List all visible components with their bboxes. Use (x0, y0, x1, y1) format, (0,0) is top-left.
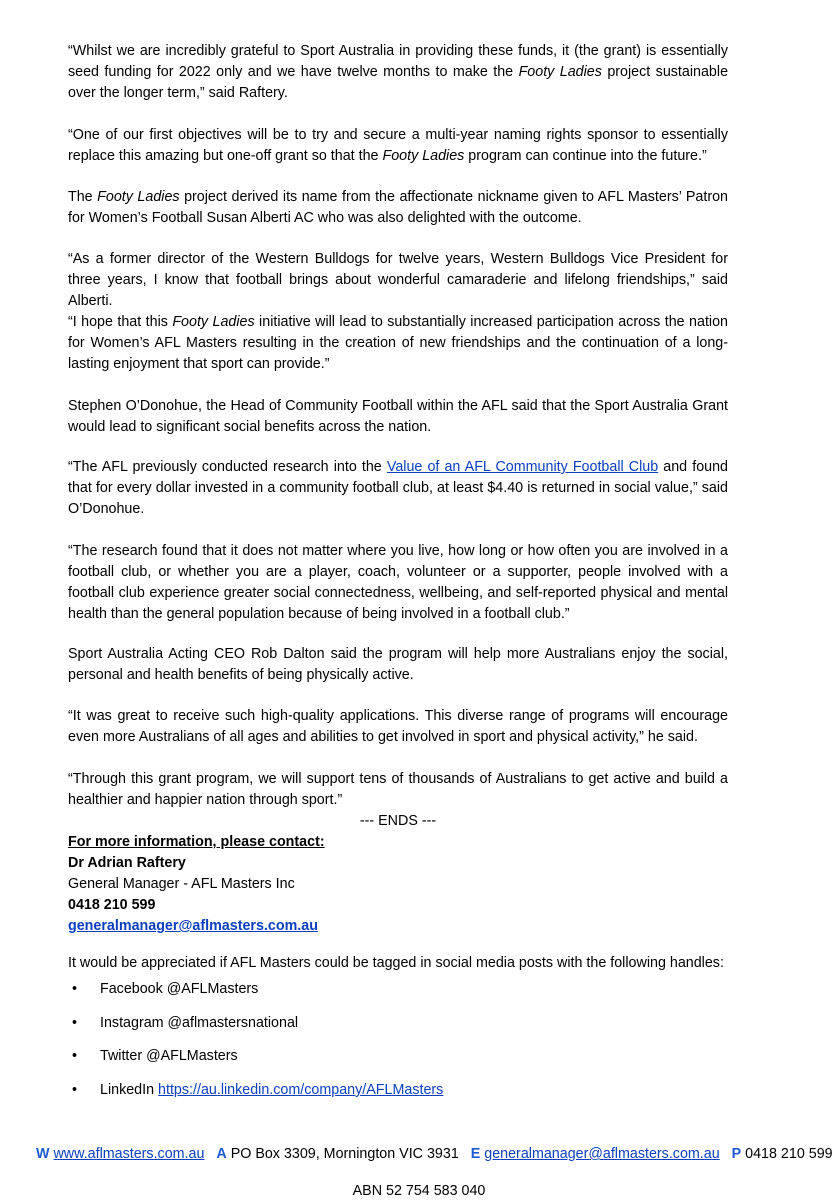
paragraph-research-findings: “The research found that it does not matter where you live, how long or how often you are involved in a football club, or whether you are a player, coach, volunteer or a supporter, people involved with a football club experience greater social connectedness, wellbeing, and self-reported physical and mental health than the general population because of being involved in a football club.” (68, 543, 728, 622)
bullet-icon: • (72, 981, 78, 997)
paragraph-sponsor-objective (68, 125, 728, 167)
paragraph-research-value (68, 457, 728, 520)
bullet-icon: • (72, 1081, 78, 1098)
linkedin-link[interactable]: https://au.linkedin.com/company/AFLMasters (158, 1081, 444, 1098)
bullet-icon: • (72, 1048, 78, 1065)
text-run: initiative will lead to substantially increased participation across the nation for Women’s AFL Masters resulting in the creation of new friendships and the continuation of a long-lasting enjoyment that sport can provide.” (68, 314, 729, 372)
contact-email-link[interactable]: generalmanager@aflmasters.com.au (68, 918, 318, 934)
list-item-facebook (68, 979, 443, 1013)
email-label: E (470, 1146, 481, 1162)
address-label: A (216, 1146, 227, 1162)
paragraph-odonohue-intro: Stephen O’Donohue, the Head of Community Football within the AFL said that the Sport Australia Grant would lead to significant social benefits across the nation. (68, 398, 728, 435)
facebook-handle: Facebook @AFLMasters (100, 981, 259, 997)
footer-website-link[interactable]: www.aflmasters.com.au (53, 1146, 205, 1162)
ends-marker: --- ENDS --- (359, 813, 437, 829)
website-label: W (36, 1146, 50, 1162)
twitter-handle: Twitter @AFLMasters (100, 1048, 238, 1065)
contact-title: General Manager - AFL Masters Inc (68, 876, 295, 892)
paragraph-raftery-quote (68, 41, 728, 104)
text-run: program can continue into the future.” (464, 148, 707, 164)
italic-program-name: Footy Ladies (172, 314, 255, 330)
contact-phone: 0418 210 599 (68, 897, 156, 913)
research-report-link[interactable]: Value of an AFL Community Football Club (386, 459, 659, 475)
footer-email-link[interactable]: generalmanager@aflmasters.com.au (484, 1146, 720, 1162)
page-footer (36, 1144, 833, 1165)
text-run: project sustainable over the longer term,” said Raftery. (68, 64, 729, 101)
contact-heading: For more information, please contact: (68, 834, 325, 850)
text-run: “Whilst we are incredibly grateful to Sport Australia in providing these funds, it (the grant) is essentially seed funding for 2022 only and we have twelve months to make the (68, 43, 728, 80)
footer-address: PO Box 3309, Mornington VIC 3931 (230, 1146, 459, 1162)
text-run: project derived its name from the affectionate nickname given to AFL Masters’ Patron for Women’s Football Susan Alberti AC who was also delighted with the outcome. (68, 189, 729, 226)
social-handles-list (68, 979, 443, 1113)
social-media-intro: It would be appreciated if AFL Masters could be tagged in social media posts with the following handles: (68, 955, 724, 971)
paragraph-initiative-hope (68, 312, 728, 375)
italic-program-name: Footy Ladies (97, 189, 180, 205)
paragraph-dalton-quote: “It was great to receive such high-quality applications. This diverse range of programs will encourage even more Australians of all ages and abilities to get involved in sport and physical activity,” he said. (68, 708, 728, 745)
paragraph-dalton-intro: Sport Australia Acting CEO Rob Dalton said the program will help more Australians enjoy the social, personal and health benefits of being physically active. (68, 646, 728, 683)
phone-label: P (731, 1146, 742, 1162)
text-run: “The AFL previously conducted research into the (68, 459, 387, 475)
list-item-twitter (68, 1046, 443, 1080)
text-run: “I hope that this (68, 314, 173, 330)
text-run: The (68, 189, 98, 205)
footer-phone: 0418 210 599 (745, 1146, 833, 1162)
contact-block (68, 832, 325, 937)
text-run: “One of our first objectives will be to try and secure a multi-year naming rights sponsor to essentially replace this amazing but one-off grant so that the (68, 127, 728, 164)
italic-program-name: Footy Ladies (518, 64, 602, 80)
footer-abn: ABN 52 754 583 040 (352, 1183, 486, 1199)
linkedin-label: LinkedIn (100, 1081, 159, 1098)
text-run: and found that for every dollar invested in a community football club, at least $4.40 is returned in social value,” said O’Donohue. (68, 459, 729, 517)
bullet-icon: • (72, 1014, 78, 1031)
paragraph-alberti-quote: “As a former director of the Western Bulldogs for twelve years, Western Bulldogs Vice President for three years, I know that football brings about wonderful camaraderie and lifelong friendships,” said Alberti. (68, 251, 728, 309)
italic-program-name: Footy Ladies (382, 148, 465, 164)
paragraph-project-name-origin (68, 187, 728, 229)
paragraph-grant-program-quote: “Through this grant program, we will support tens of thousands of Australians to get active and build a healthier and happier nation through sport.” (68, 771, 728, 808)
instagram-handle: Instagram @aflmastersnational (100, 1014, 299, 1031)
list-item-linkedin (68, 1080, 443, 1114)
list-item-instagram (68, 1013, 443, 1047)
contact-name: Dr Adrian Raftery (68, 855, 186, 871)
